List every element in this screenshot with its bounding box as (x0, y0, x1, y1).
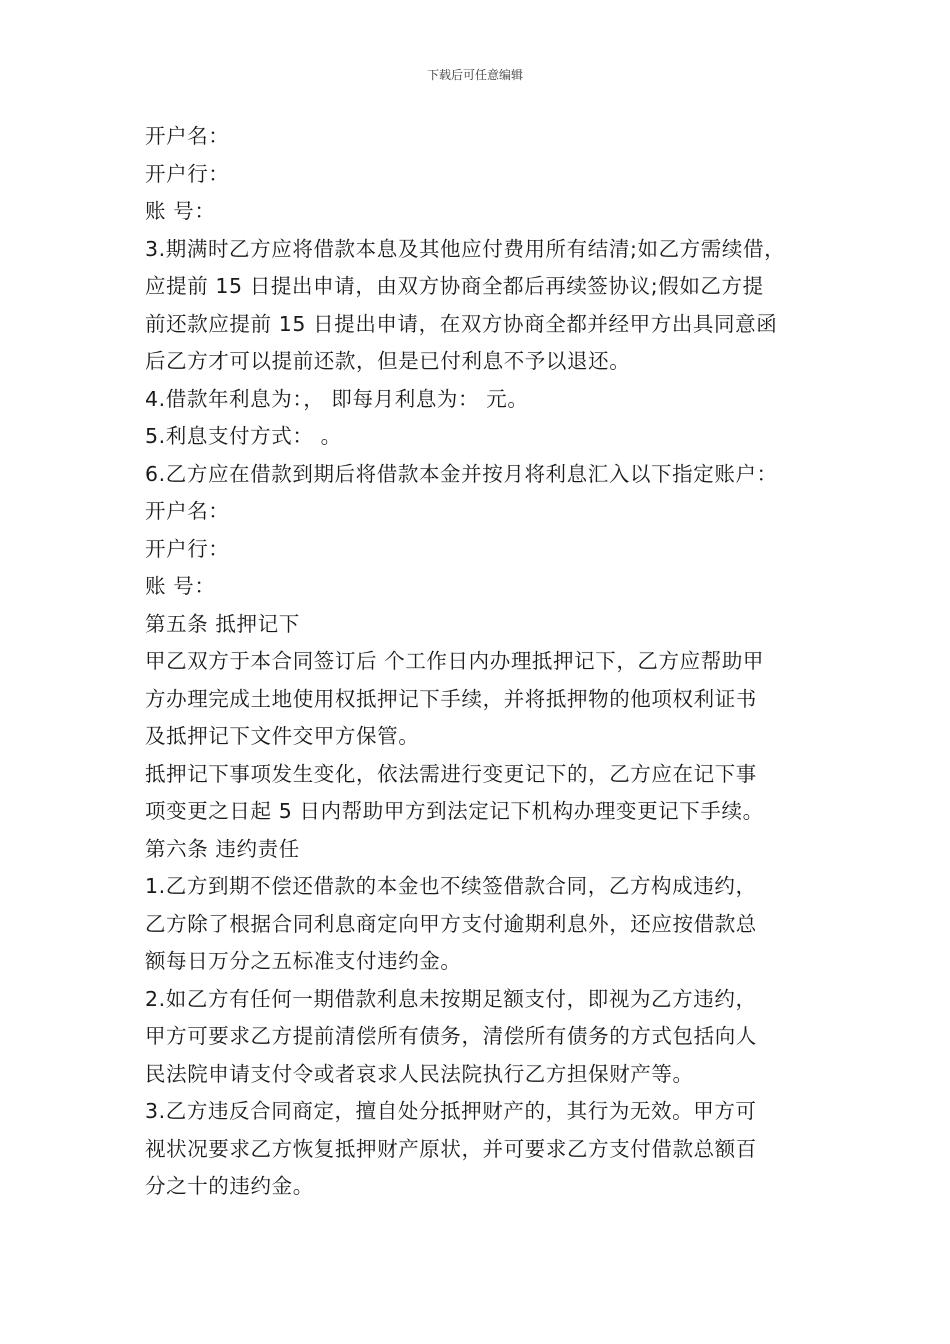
clause-5-line: 5.利息支付方式： 。 (145, 424, 342, 448)
section-6-item-3-line-2: 视状况要求乙方恢复抵押财产原状，并可要求乙方支付借款总额百 (145, 1136, 757, 1161)
document-body (145, 118, 815, 1206)
section-5-heading: 第五条 抵押记下 (145, 611, 300, 636)
section-6-heading: 第六条 违约责任 (145, 836, 300, 861)
section-6-item-1-line-3: 额每日万分之五标准支付违约金。 (145, 949, 462, 973)
clause-3-line-2: 应提前 15 日提出申请，由双方协商全都后再续签协议;假如乙方提 (145, 274, 764, 298)
section-5-para-2-line-2: 项变更之日起 5 日内帮助甲方到法定记下机构办理变更记下手续。 (145, 799, 764, 823)
section-5-para-1-line-2: 方办理完成土地使用权抵押记下手续，并将抵押物的他项权利证书 (145, 686, 757, 711)
section-6-item-2-line-2: 甲方可要求乙方提前清偿所有债务，清偿所有债务的方式包括向人 (145, 1024, 757, 1048)
clause-3-line-1: 3.期满时乙方应将借款本息及其他应付费用所有结清;如乙方需续借， (145, 236, 786, 261)
clause-3-line-4: 后乙方才可以提前还款，但是已付利息不予以退还。 (145, 349, 631, 373)
section-6-item-2-line-1: 2.如乙方有任何一期借款利息未按期足额支付，即视为乙方违约， (145, 986, 757, 1011)
account-bank-line-1: 开户行： (145, 161, 230, 186)
section-5-para-1-line-3: 及抵押记下文件交甲方保管。 (145, 724, 420, 748)
account-bank-line-2: 开户行： (145, 536, 230, 561)
section-6-item-1-line-2: 乙方除了根据合同利息商定向甲方支付逾期利息外，还应按借款总 (145, 911, 757, 936)
account-name-line-2: 开户名： (145, 499, 230, 523)
section-6-item-2-line-3: 民法院申请支付令或者哀求人民法院执行乙方担保财产等。 (145, 1061, 694, 1086)
account-number-line-1: 账 号： (145, 199, 216, 223)
section-5-para-1-line-1: 甲乙双方于本合同签订后 个工作日内办理抵押记下，乙方应帮助甲 (145, 649, 765, 673)
account-name-line-1: 开户名： (145, 124, 230, 148)
clause-3-line-3: 前还款应提前 15 日提出申请，在双方协商全都并经甲方出具同意函 (145, 311, 778, 336)
clause-6-line: 6.乙方应在借款到期后将借款本金并按月将利息汇入以下指定账户： (145, 461, 778, 486)
section-5-para-2-line-1: 抵押记下事项发生变化，依法需进行变更记下的，乙方应在记下事 (145, 761, 757, 786)
account-number-line-2: 账 号： (145, 574, 216, 598)
section-6-item-3-line-1: 3.乙方违反合同商定，擅自处分抵押财产的，其行为无效。甲方可 (145, 1099, 757, 1123)
page-header: 下载后可任意编辑 (426, 68, 523, 82)
clause-4-line: 4.借款年利息为：， 即每月利息为： 元。 (145, 386, 529, 411)
section-6-item-3-line-3: 分之十的违约金。 (145, 1174, 314, 1198)
section-6-item-1-line-1: 1.乙方到期不偿还借款的本金也不续签借款合同，乙方构成违约， (145, 874, 757, 898)
